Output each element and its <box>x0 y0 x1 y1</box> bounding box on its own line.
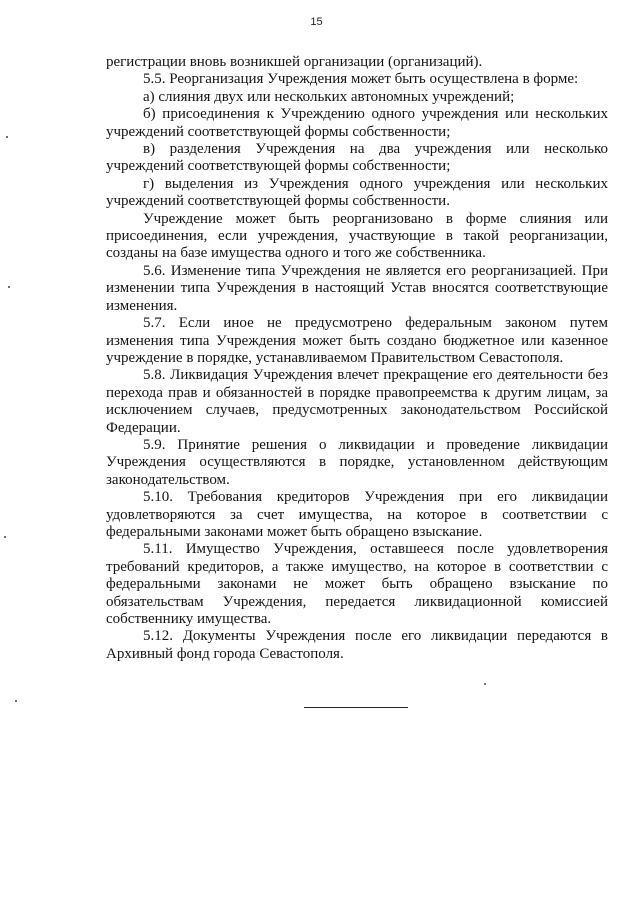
paragraph-5-12: 5.12. Документы Учреждения после его ликвидации передаются в Архивный фонд города Севастополя. <box>106 628 608 662</box>
scan-speck <box>484 683 486 685</box>
paragraph-5-8: 5.8. Ликвидация Учреждения влечет прекращение его деятельности без перехода прав и обязанностей в порядке правопреемства к другим лицам, за исключением случаев, предусмотренных законодательством Российской Федерации. <box>106 367 608 436</box>
paragraph-5-5-g: г) выделения из Учреждения одного учреждения или нескольких учреждений соответствующей формы собственности. <box>106 175 608 210</box>
scan-speck <box>4 536 6 538</box>
paragraph-5-10: 5.10. Требования кредиторов Учреждения при его ликвидации удовлетворяются за счет имущества, на которое в соответствии с федеральными законами может быть обращено взыскание. <box>106 489 608 540</box>
paragraph-5-5-b: б) присоединения к Учреждению одного учреждения или нескольких учреждений соответствующей формы собственности; <box>106 106 608 140</box>
paragraph-5-6: 5.6. Изменение типа Учреждения не является его реорганизацией. При изменении типа Учреждения в настоящий Устав вносятся соответствующие изменения. <box>106 262 608 314</box>
paragraph-5-5-note: Учреждение может быть реорганизовано в форме слияния или присоединения, если учреждения, участвующие в такой реорганизации, созданы на базе имущества одного и того же собственника. <box>106 210 608 262</box>
closing-divider <box>304 707 408 708</box>
paragraph-5-11: 5.11. Имущество Учреждения, оставшееся после удовлетворения требований кредиторов, а также имущество, на которое в соответствии с федеральными законами не может быть обращено взыскание по обязательствам Учреждения, передается ликвидационной комиссией собственнику имущества. <box>106 541 608 627</box>
scan-speck <box>8 286 10 288</box>
paragraph-5-9: 5.9. Принятие решения о ликвидации и проведение ликвидации Учреждения осуществляются в порядке, установленном действующим законодательством. <box>106 436 608 488</box>
paragraph-5-5-a: а) слияния двух или нескольких автономных учреждений; <box>143 88 515 105</box>
paragraph-5-7: 5.7. Если иное не предусмотрено федеральным законом путем изменения типа Учреждения может быть создано бюджетное или казенное учреждение в порядке, устанавливаемом Правительством Севастополя. <box>106 315 608 366</box>
scan-speck <box>15 700 17 702</box>
scan-speck <box>6 136 8 138</box>
paragraph-5-5: 5.5. Реорганизация Учреждения может быть осуществлена в форме: <box>143 71 579 88</box>
paragraph-continuation: регистрации вновь возникшей организации (организаций). <box>106 54 483 70</box>
paragraph-5-5-v: в) разделения Учреждения на два учреждения или несколько учреждений соответствующей формы собственности; <box>106 141 608 175</box>
page-number: 15 <box>310 16 323 28</box>
document-body <box>106 54 608 663</box>
